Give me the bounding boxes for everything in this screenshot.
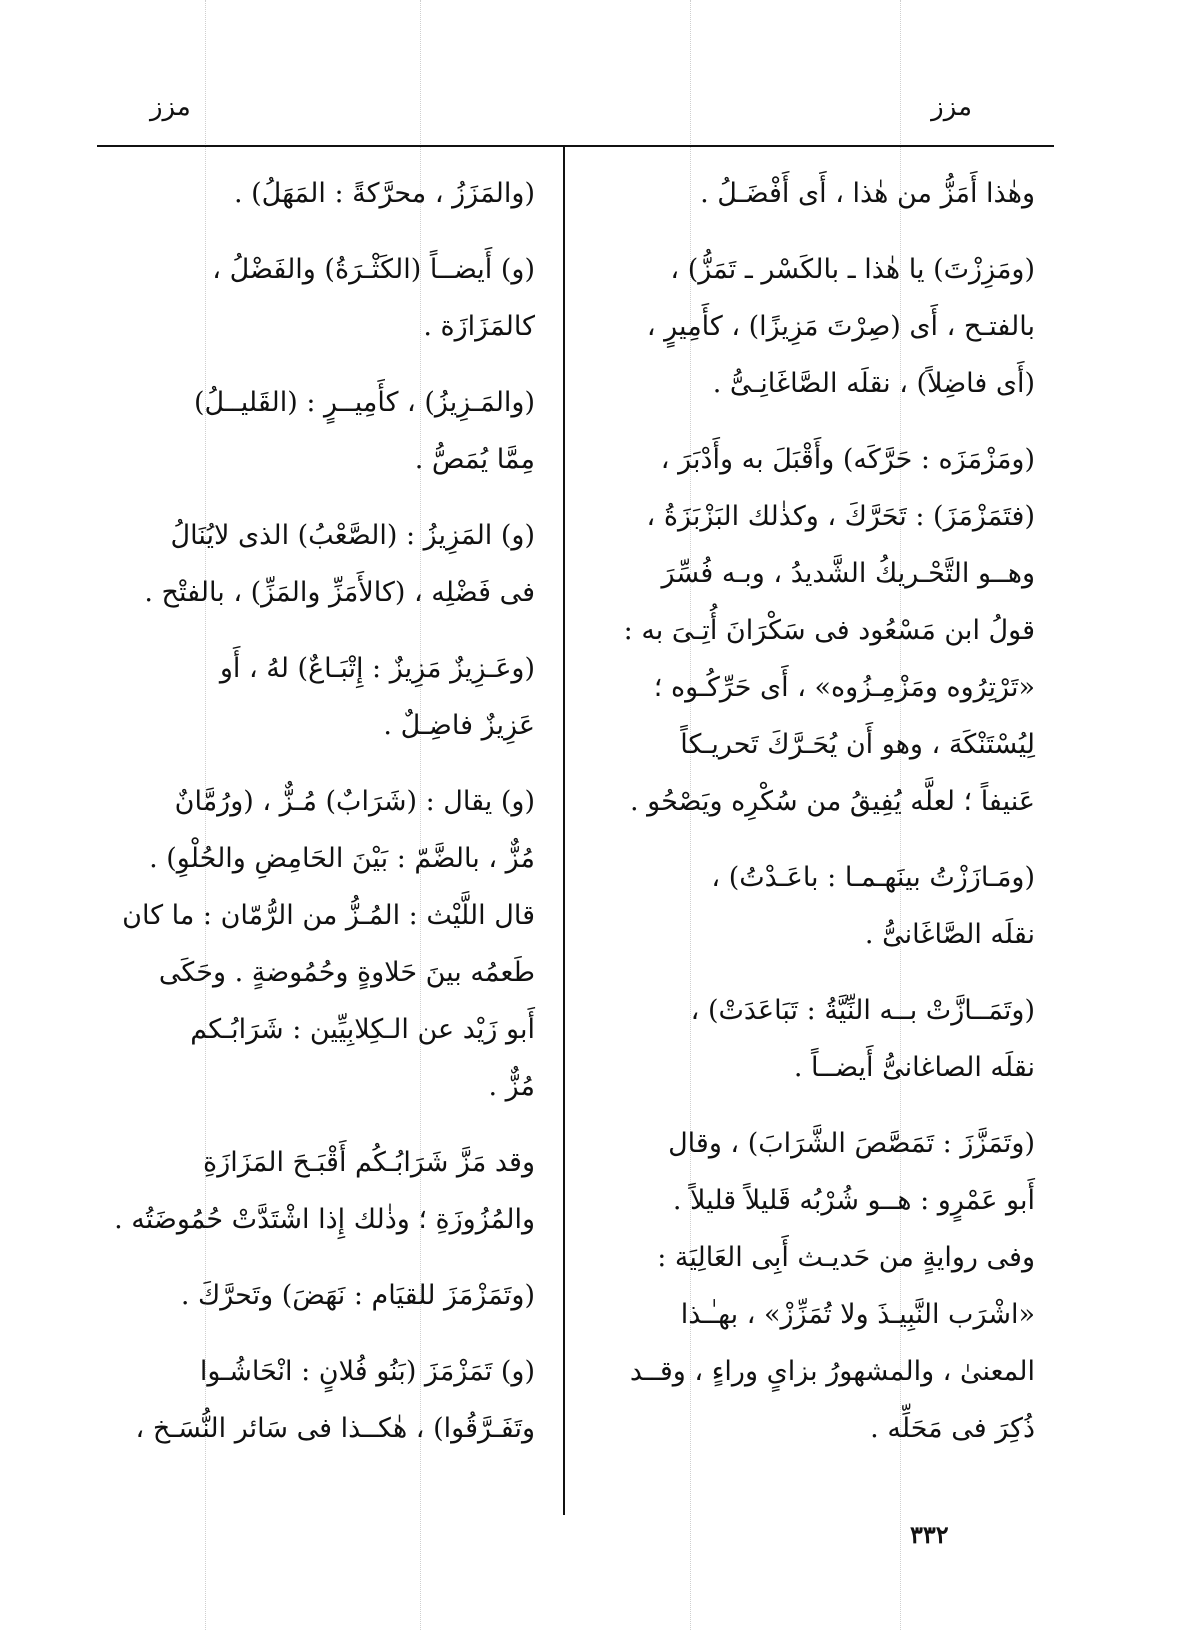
text-line: وقد مَزَّ شَرَابُـكُم أَقْبَـحَ المَزَازَةِ: [203, 1147, 535, 1178]
paragraph: [110, 1267, 535, 1324]
paragraph: [605, 241, 1035, 412]
paragraph: [605, 431, 1035, 830]
text-line: نقلَه الصَّاغَانىُّ .: [864, 919, 1035, 950]
paragraph: [110, 241, 535, 355]
paragraph: [110, 1134, 535, 1248]
paragraph: [605, 982, 1035, 1096]
text-line: عَنيفاً ؛ لعلَّه يُفِيقُ من سُكْرِه ويَصْحُو .: [630, 786, 1035, 817]
text-line: (ومَزِزْتَ) يا هٰذا ـ بالكَسْر ـ تَمَزُّ) ،: [670, 254, 1035, 285]
text-line: (والمَـزِيزُ) ، كأَمِيــرٍ : (القَليــلُ): [193, 387, 535, 418]
text-line: (وتَمَــازَّتْ بــه النِّيَّةُ : تَبَاعَدَتْ) ،: [690, 995, 1035, 1026]
paragraph: [110, 773, 535, 1115]
text-line: «اشْرَب النَّبِيـذَ ولا تُمَزِّزْ» ، بهـٰـذا: [680, 1299, 1035, 1330]
text-line: وهٰذا أَمَزُّ من هٰذا ، أَى أَفْضَـلُ .: [700, 178, 1035, 209]
text-line: بالفتـح ، أَى (صِرْتَ مَزِيزًا) ، كأَمِيرٍ ،: [646, 311, 1035, 342]
paragraph: [110, 374, 535, 488]
text-line: أَبو عَمْرٍو : هــو شُرْبُه قَليلاً قليلاً .: [672, 1185, 1035, 1216]
text-line: قال اللَّيْث : المُـزُّ من الرُّمّان : ما كان: [122, 900, 535, 931]
text-line: ذُكِرَ فى مَحَلِّه .: [870, 1413, 1035, 1444]
paragraph: [605, 849, 1035, 963]
running-head-right: مزز: [931, 92, 972, 122]
text-line: (و) تَمَزْمَزَ (بَنُو فُلانٍ : انْحَاشُـوا: [199, 1356, 535, 1387]
text-line: وهــو التَّحْـريكُ الشَّديدُ ، وبـه فُسِّرَ: [661, 558, 1035, 589]
text-line: مُزٌّ .: [488, 1071, 535, 1102]
text-line: طَعمُه بينَ حَلاوةٍ وحُمُوضةٍ . وحَكَى: [158, 957, 535, 988]
text-line: مُزٌّ ، بالضَّمّ : بَيْنَ الحَامِضِ والحُلْوِ) .: [149, 843, 535, 874]
text-line: وفى روايةٍ من حَديـث أَبِى العَالِيَة :: [657, 1242, 1035, 1273]
text-line: (وعَـزِيزٌ مَزِيزٌ : إِتْبَـاعٌ) لهُ ، أَو: [219, 653, 535, 684]
text-line: وتَفَـرَّقُوا) ، هٰكــذا فى سَائر النُّسَـخ ،: [135, 1413, 535, 1444]
text-line: (أَى فاضِلاً) ، نقلَه الصَّاغَانِـىُّ .: [712, 368, 1035, 399]
text-line: قولُ ابن مَسْعُود فى سَكْرَانَ أُتِـىَ به :: [623, 615, 1035, 646]
text-line: عَزِيزٌ فاضِـلٌ .: [383, 710, 535, 741]
text-line: (وتَمَزْمَزَ للقيَام : نَهَضَ) وتَحرَّكَ .: [180, 1280, 535, 1311]
paragraph: [110, 507, 535, 621]
text-line: أَبو زَيْد عن الـكِلابِيِّين : شَرَابُـكم: [190, 1014, 535, 1045]
left-column: [110, 165, 535, 1476]
paragraph: [110, 640, 535, 754]
text-line: لِيُسْتَنْكَهَ ، وهو أَن يُحَـرَّكَ تَحريـكاً: [680, 729, 1035, 760]
right-column: [605, 165, 1035, 1476]
text-line: فى فَضْلِه ، (كالأَمَزِّ والمَزِّ) ، بالفتْح .: [144, 577, 535, 608]
paragraph: [110, 1343, 535, 1457]
running-head-left: مزز: [150, 92, 191, 122]
text-line: (و) المَزِيزُ : (الصَّعْبُ) الذى لايُنَالُ: [170, 520, 535, 551]
text-line: (وتَمَزَّزَ : تَمَصَّصَ الشَّرَابَ) ، وقال: [668, 1128, 1035, 1159]
text-line: (فتَمَزْمَزَ) : تَحَرَّكَ ، وكذٰلك البَزْبَزَةُ ،: [646, 501, 1035, 532]
text-line: (ومَزْمَزَه : حَرَّكَه) وأَقْبَلَ به وأَدْبَرَ ،: [660, 444, 1035, 475]
text-line: (و) أَيضــاً (الكَثْـرَةُ) والفَضْلُ ،: [212, 254, 535, 285]
text-line: والمُزُوزَةِ ؛ وذٰلك إِذا اشْتَدَّتْ حُمُوضَتُه .: [114, 1204, 535, 1235]
text-line: (و) يقال : (شَرَابٌ) مُـزٌّ ، (ورُمَّانٌ: [174, 786, 535, 817]
text-line: (والمَزَزُ ، محرَّكةً : المَهَلُ) .: [233, 178, 535, 209]
text-line: المعنىٰ ، والمشهورُ بزاىٍ وراءٍ ، وقــد: [629, 1356, 1035, 1387]
page-number: ٣٣٢: [910, 1520, 949, 1549]
text-line: «تَرْتِرُوه ومَزْمِـزُوه» ، أَى حَرِّكُـوه ؛: [653, 672, 1035, 703]
text-line: كالمَزَازَة .: [423, 311, 535, 342]
paragraph: [605, 165, 1035, 222]
column-divider: [563, 145, 565, 1515]
text-line: (ومَـازَزْتُ بينَهـمـا : باعَـدْتُ) ،: [711, 862, 1035, 893]
header-rule: [97, 145, 1054, 147]
paragraph: [605, 1115, 1035, 1457]
text-line: مِمَّا يُمَصُّ .: [414, 444, 535, 475]
text-line: نقلَه الصاغانىُّ أَيضــاً .: [793, 1052, 1035, 1083]
paragraph: [110, 165, 535, 222]
